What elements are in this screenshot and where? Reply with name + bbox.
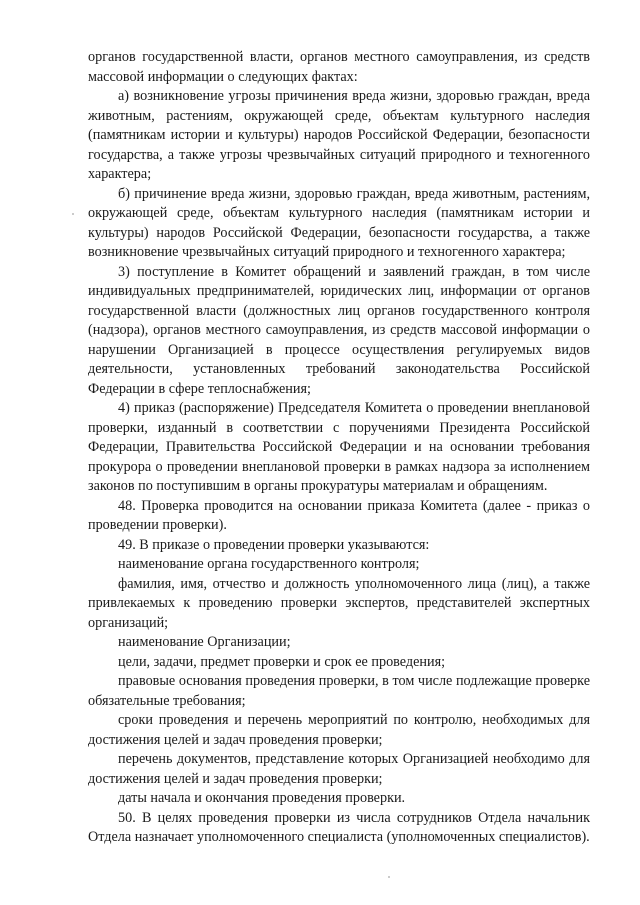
paragraph-item-a: а) возникновение угрозы причинения вреда жизни, здоровью граждан, вреда животным, растениям, окружающей среде, объектам культурного наследия (памятникам истории и культуры) народов Российской Федерации, безопасности государства, а также угрозы чрезвычайных ситуаций природного и техногенного характера; bbox=[88, 88, 590, 182]
list-item-terms-measures: сроки проведения и перечень мероприятий по контролю, необходимых для достижения целей и задач проведения проверки; bbox=[88, 712, 590, 748]
list-item-authorized-persons: фамилия, имя, отчество и должность уполномоченного лица (лиц), а также привлекаемых к проведению проверки экспертов, представителей экспертных организаций; bbox=[88, 575, 590, 631]
list-item-goals: цели, задачи, предмет проверки и срок ее проведения; bbox=[118, 653, 446, 670]
paragraph-clause-48: 48. Проверка проводится на основании приказа Комитета (далее - приказ о проведении проверки). bbox=[88, 497, 590, 533]
paragraph-clause-49: 49. В приказе о проведении проверки указываются: bbox=[118, 536, 430, 553]
paragraph-item-3: 3) поступление в Комитет обращений и заявлений граждан, в том числе индивидуальных предпринимателей, юридических лиц, информации от органов государственной власти (должностных лиц органов государственного контроля (надзора), органов местного самоуправления, из средств массовой информации о нарушении Организацией в процессе осуществления регулируемых видов деятельности, установленных требований законодательства Российской Федерации в сфере теплоснабжения; bbox=[88, 263, 590, 397]
paragraph-continuation: органов государственной власти, органов местного самоуправления, из средств массовой информации о следующих фактах: bbox=[88, 49, 590, 85]
list-item-organization-name: наименование Организации; bbox=[118, 634, 291, 650]
list-item-documents: перечень документов, представление которых Организацией необходимо для достижения целей и задач проведения проверки; bbox=[88, 751, 590, 787]
paragraph-clause-50: 50. В целях проведения проверки из числа сотрудников Отдела начальник Отдела назначает уполномоченного специалиста (уполномоченных специалистов). bbox=[88, 809, 590, 845]
document-page bbox=[88, 48, 590, 848]
list-item-dates: даты начала и окончания проведения проверки. bbox=[118, 790, 406, 806]
scan-speck bbox=[72, 213, 74, 215]
paragraph-item-4: 4) приказ (распоряжение) Председателя Комитета о проведении внеплановой проверки, изданный в соответствии с поручениями Президента Российской Федерации, Правительства Российской Федерации и на основании требования прокурора о проведении внеплановой проверки в рамках надзора за исполнением законов по поступившим в органы прокуратуры материалам и обращениям. bbox=[88, 400, 590, 494]
list-item-legal-grounds: правовые основания проведения проверки, в том числе подлежащие проверке обязательные требования; bbox=[88, 673, 590, 709]
list-item-control-body: наименование органа государственного контроля; bbox=[118, 556, 420, 572]
paragraph-item-b: б) причинение вреда жизни, здоровью граждан, вреда животным, растениям, окружающей среде, объектам культурного наследия (памятникам истории и культуры) народов Российской Федерации, безопасности государства, а также возникновение чрезвычайных ситуаций природного и техногенного характера; bbox=[88, 185, 590, 260]
scan-speck bbox=[388, 876, 390, 878]
